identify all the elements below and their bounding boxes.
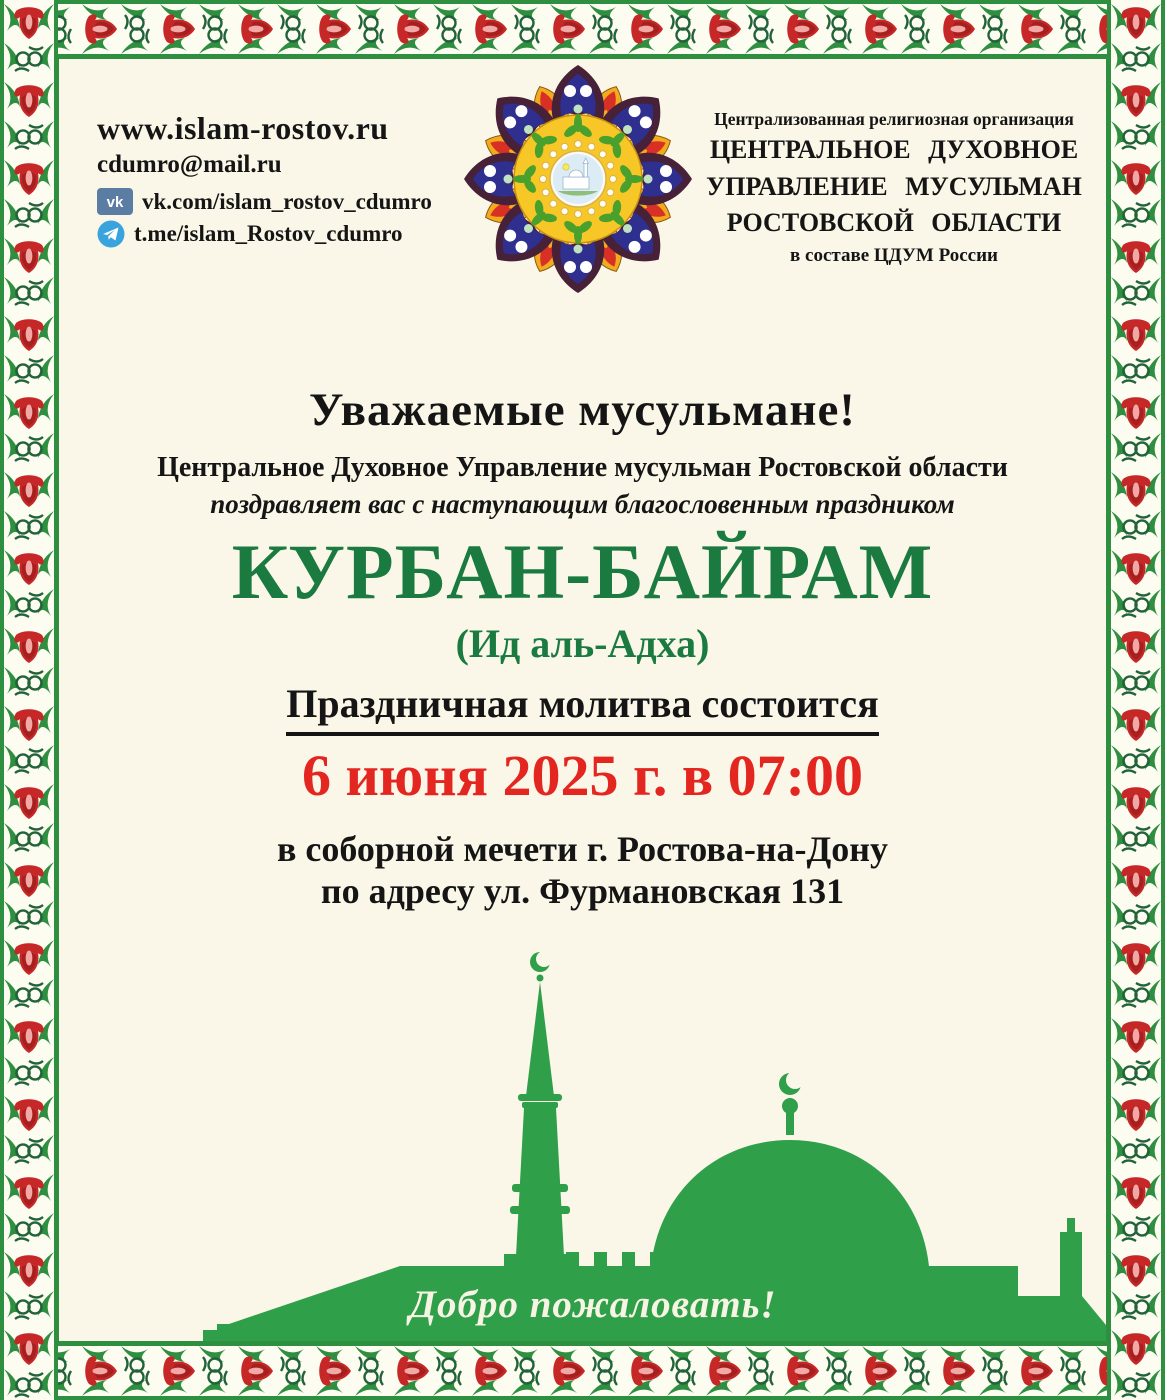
location-line-2: по адресу ул. Фурмановская 131 (320, 871, 845, 911)
contact-vk: vk.com/islam_rostov_cdumro (142, 188, 432, 214)
intro-line-1: Центральное Духовное Управление мусульман Ростовской области (157, 452, 1008, 483)
organization-name-block (690, 108, 1098, 271)
contact-block (97, 110, 457, 248)
location-line-1: в соборной мечети г. Ростова-на-Дону (276, 829, 889, 869)
org-line-type: Централизованная религиозная организация (714, 109, 1074, 129)
prayer-announcement: Праздничная молитва состоится (58, 680, 1107, 736)
welcome-text: Добро пожаловать! (409, 1283, 777, 1326)
contact-website: www.islam-rostov.ru (97, 110, 389, 146)
salutation: Уважаемые мусульмане! (309, 384, 856, 436)
telegram-icon (97, 220, 125, 248)
contact-telegram: t.me/islam_Rostov_cdumro (134, 221, 403, 246)
contact-email: cdumro@mail.ru (97, 151, 282, 178)
prayer-datetime: 6 июня 2025 г. в 07:00 (302, 743, 863, 808)
intro-line-2: поздравляет вас с наступающим благословенным праздником (210, 489, 955, 519)
svg-text:vk: vk (106, 194, 124, 211)
holiday-title: КУРБАН-БАЙРАМ (231, 528, 934, 615)
org-line-2: УПРАВЛЕНИЕ МУСУЛЬМАН (706, 171, 1082, 201)
org-line-3: РОСТОВСКОЙ ОБЛАСТИ (726, 208, 1062, 238)
org-line-footer: в составе ЦДУМ России (790, 245, 998, 267)
org-line-1: ЦЕНТРАЛЬНОЕ ДУХОВНОЕ (709, 134, 1079, 164)
holiday-subtitle: (Ид аль-Адха) (455, 621, 710, 666)
vk-icon (97, 188, 133, 215)
